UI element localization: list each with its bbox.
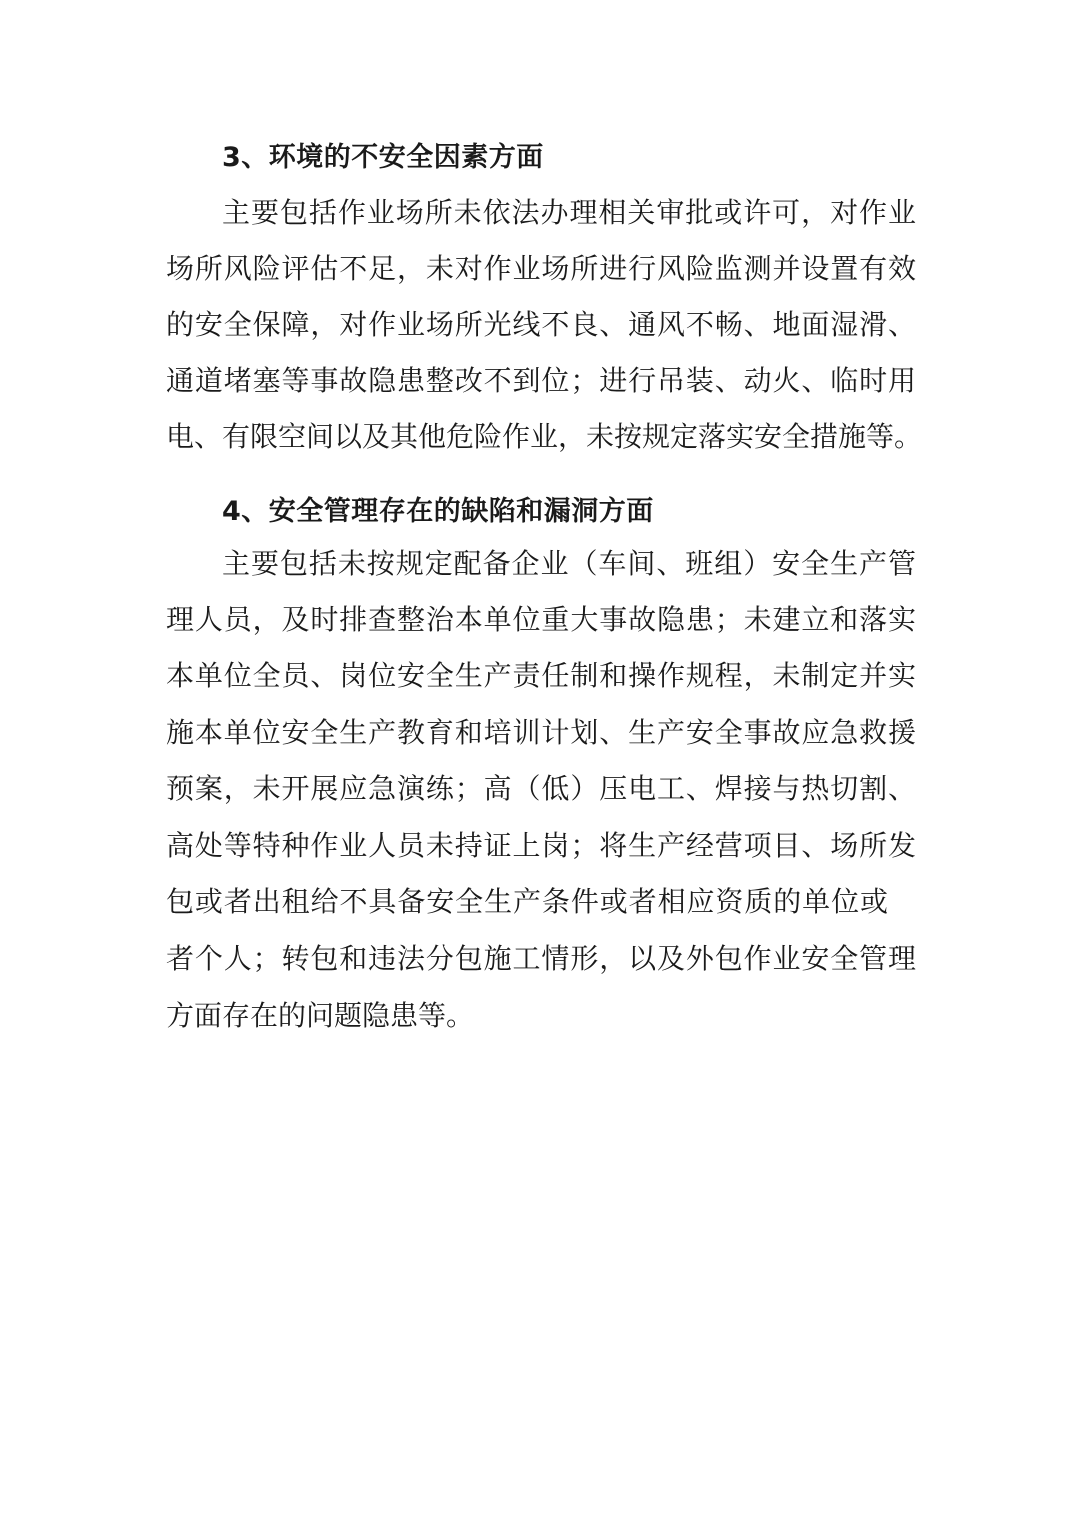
section-4-line-7: 包或者出租给不具备安全生产条件或者相应资质的单位或 <box>166 885 888 918</box>
section-3-line-1: 主要包括作业场所未依法办理相关审批或许可，对作业 <box>222 196 916 229</box>
section-4-line-2: 理人员，及时排查整治本单位重大事故隐患；未建立和落实 <box>166 603 916 636</box>
section-4-line-5: 预案，未开展应急演练；高（低）压电工、焊接与热切割、 <box>166 772 916 805</box>
section-4-line-9: 方面存在的问题隐患等。 <box>166 999 475 1032</box>
section-3-line-2: 场所风险评估不足，未对作业场所进行风险监测并设置有效 <box>166 252 916 285</box>
section-3-line-3: 的安全保障，对作业场所光线不良、通风不畅、地面湿滑、 <box>166 308 916 341</box>
section-4-line-3: 本单位全员、岗位安全生产责任制和操作规程，未制定并实 <box>166 659 916 692</box>
section-4-line-1: 主要包括未按规定配备企业（车间、班组）安全生产管 <box>222 547 916 580</box>
section-4-line-4: 施本单位安全生产教育和培训计划、生产安全事故应急救援 <box>166 716 916 749</box>
section-3-line-4: 通道堵塞等事故隐患整改不到位；进行吊装、动火、临时用 <box>166 364 916 397</box>
section-4-line-6: 高处等特种作业人员未持证上岗；将生产经营项目、场所发 <box>166 829 916 862</box>
section-3-line-5: 电、有限空间以及其他危险作业，未按规定落实安全措施等。 <box>166 420 923 453</box>
section-4-line-8: 者个人；转包和违法分包施工情形，以及外包作业安全管理 <box>166 942 916 975</box>
section-3-heading: 3、环境的不安全因素方面 <box>222 142 544 173</box>
section-4-heading: 4、安全管理存在的缺陷和漏洞方面 <box>222 496 654 527</box>
